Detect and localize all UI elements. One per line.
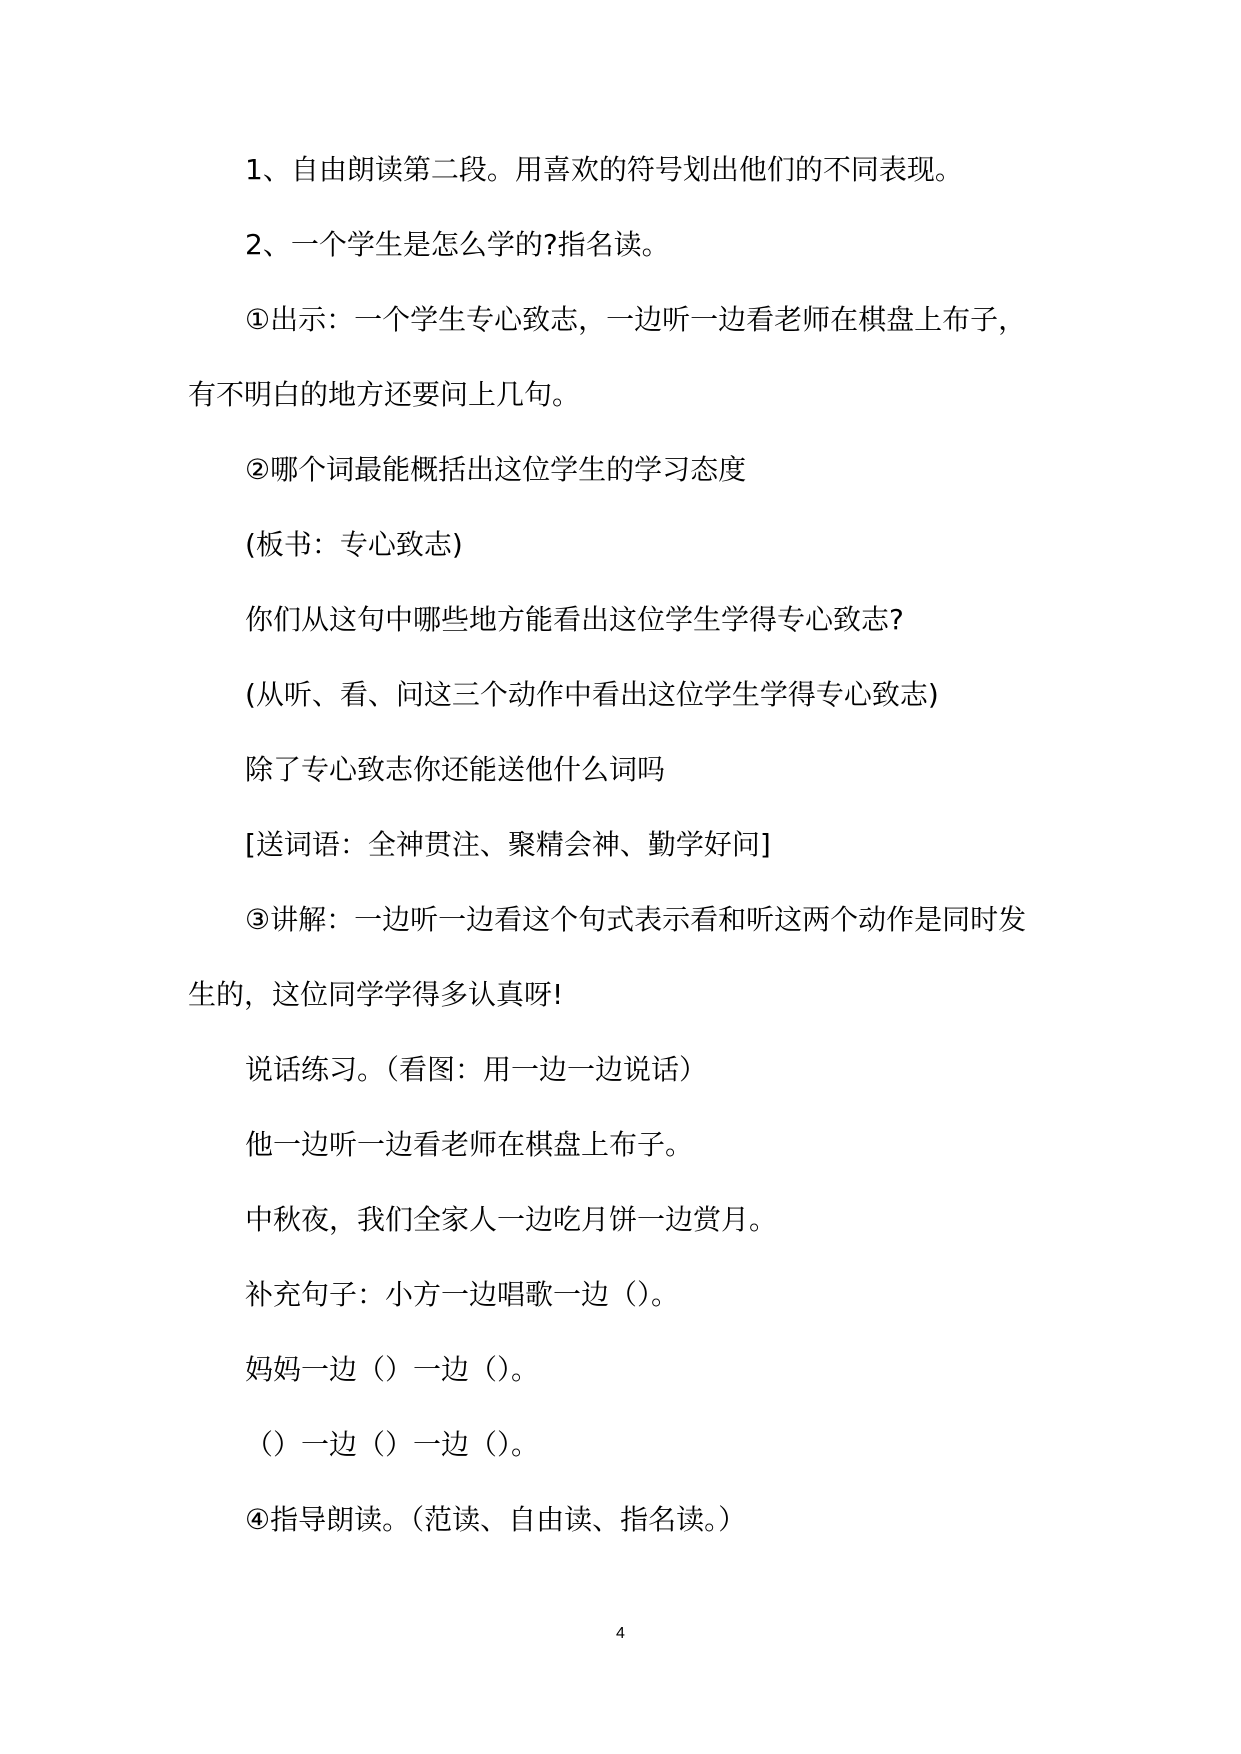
paragraph-line: 1、自由朗读第二段。用喜欢的符号划出他们的不同表现。	[245, 153, 963, 186]
paragraph-line: 中秋夜，我们全家人一边吃月饼一边赏月。	[245, 1203, 778, 1236]
paragraph-line: (从听、看、问这三个动作中看出这位学生学得专心致志)	[245, 678, 939, 711]
paragraph-line: 他一边听一边看老师在棋盘上布子。	[245, 1128, 694, 1161]
page-number: 4	[616, 1625, 625, 1642]
paragraph-line: 2、一个学生是怎么学的?指名读。	[245, 228, 670, 261]
paragraph-line: ③讲解：一边听一边看这个句式表示看和听这两个动作是同时发	[245, 903, 1027, 936]
paragraph-line: 说话练习。（看图：用一边一边说话）	[245, 1053, 708, 1086]
paragraph-line: [送词语：全神贯注、聚精会神、勤学好问]	[245, 828, 771, 861]
paragraph-line: 你们从这句中哪些地方能看出这位学生学得专心致志?	[245, 603, 904, 636]
paragraph-line: 有不明白的地方还要问上几句。	[188, 378, 581, 411]
paragraph-line: 妈妈一边（）一边（）。	[245, 1353, 540, 1386]
paragraph-line: ②哪个词最能概括出这位学生的学习态度	[245, 453, 747, 486]
paragraph-line: ①出示：一个学生专心致志，一边听一边看老师在棋盘上布子，	[245, 303, 1027, 336]
paragraph-line: (板书：专心致志)	[245, 528, 463, 561]
paragraph-line: （）一边（）一边（）。	[245, 1428, 540, 1461]
paragraph-line: 生的，这位同学学得多认真呀!	[188, 978, 564, 1011]
paragraph-line: 补充句子：小方一边唱歌一边（）。	[245, 1278, 680, 1311]
paragraph-line: 除了专心致志你还能送他什么词吗	[245, 753, 666, 786]
paragraph-line: ④指导朗读。（范读、自由读、指名读。）	[245, 1503, 747, 1536]
